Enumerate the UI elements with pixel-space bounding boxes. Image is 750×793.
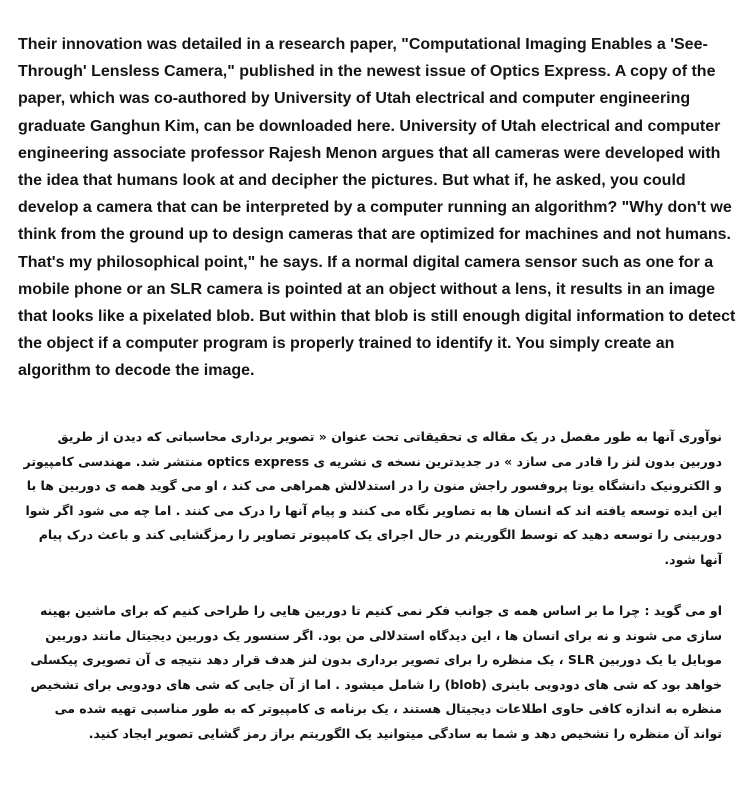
english-paragraph: Their innovation was detailed in a research paper, "Computational Imaging Enables a 'See-Through' Lensless Camera," published in the newest issue of Optics Express. A copy of the paper, which was co-authored by University of Utah electrical and computer engineering graduate Ganghun Kim, can be downloaded here. University of Utah electrical and computer engineering associate professor Rajesh Menon argues that all cameras were developed with the idea that humans look at and decipher the pictures. But what if, he asked, you could develop a camera that can be interpreted by a computer running an algorithm? "Why don't we think from the ground up to design cameras that are optimized for machines and not humans. That's my philosophical point," he says. If a normal digital camera sensor such as one for a mobile phone or an SLR camera is pointed at an object without a lens, it results in an image that looks like a pixelated blob. But within that blob is still enough digital information to detect the object if a computer program is properly trained to identify it. You simply create an algorithm to decode the image. <box>18 36 736 380</box>
persian-paragraph-2: او می گوید : چرا ما بر اساس همه ی جوانب فکر نمی کنیم تا دوربین هایی را طراحی کنیم که برای ماشین بهینه سازی می شوند و نه برای انسان ها ، این دیدگاه استدلالی من بود. اگر سنسور یک دوربین دیجیتال مانند دوربین موبایل یا یک دوربین SLR ، یک منظره را برای تصویر برداری بدون لنز هدف قرار دهد نتیجه ی آن تصویری پیکسلی خواهد بود که شی های دودویی باینری (blob) را شامل میشود . اما از آن جایی که شی های دودویی برای تشخیص منظره به اندازه کافی حاوی اطلاعات دیجیتال هستند ، یک برنامه ی کامپیوتر که به طور مناسبی تهیه شده می تواند آن منظره را تشخیص دهد و شما به سادگی میتوانید یک الگوریتم براز رمز گشایی تصویر ایجاد کنید. <box>30 603 722 741</box>
persian-paragraph-1: نوآوری آنها به طور مفصل در یک مقاله ی تحقیقاتی تحت عنوان « تصویر برداری محاسباتی که دیدن از طریق دوربین بدون لنز را قادر می سازد » در جدیدترین نسخه ی نشریه ی optics express منتشر شد. مهندسی کامپیوتر و الکترونیک دانشگاه یوتا پروفسور راجش منون را در استدلالش همراهی می کند ، او می گوید همه ی دوربین ها با این ایده توسعه یافته اند که انسان ها به تصاویر نگاه می کنند و پیام آنها را درک می کنند . اما چه می شود اگر شوا دوربینی را توسعه دهید که توسط الگوریتم در حال اجرای یک کامپیوتر تصاویر را رمزگشایی کند و باعث درک پیام آنها شود. <box>23 429 722 567</box>
